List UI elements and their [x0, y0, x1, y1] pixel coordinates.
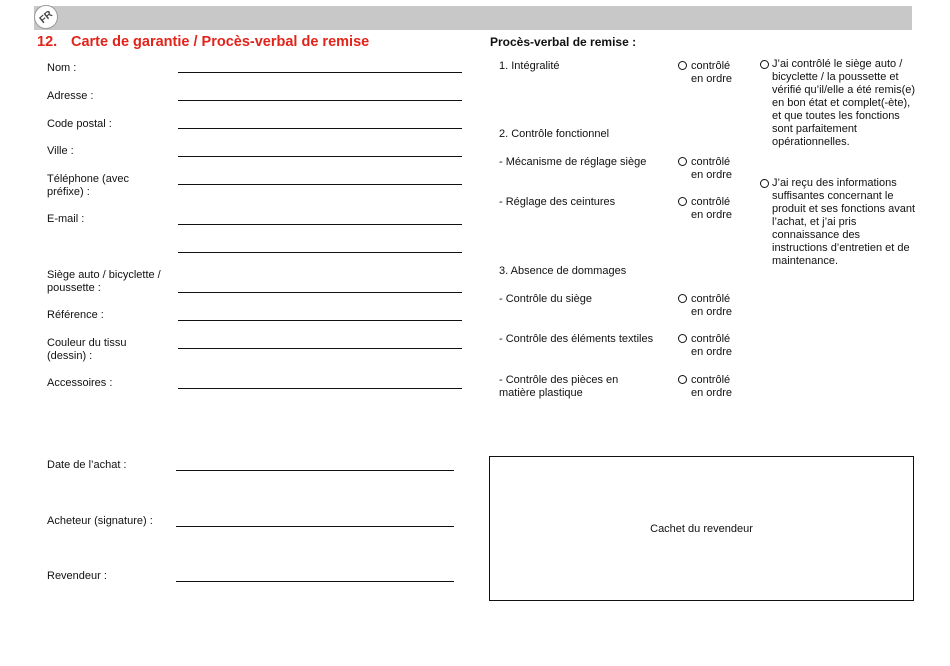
reference-field[interactable] [178, 320, 462, 321]
section-title [37, 34, 369, 50]
city-field[interactable] [178, 156, 462, 157]
circle-icon [678, 197, 687, 206]
protocol-item: - Contrôle du siège [499, 293, 592, 305]
phone-label: Téléphone (avec préfixe) : [47, 173, 129, 198]
checkbox-belt-adjustment[interactable]: contrôlé en ordre [678, 196, 741, 222]
protocol-item: - Contrôle des éléments textiles [499, 333, 654, 345]
address-field[interactable] [178, 100, 462, 101]
checkbox-completeness[interactable]: contrôlé en ordre [678, 60, 741, 86]
declaration-checked[interactable]: J’ai contrôlé le siège auto / bicyclette / la poussette et vérifié qu’il/elle a été remis(e) en bon état et complet(-ète), et que toutes les fonctions sont parfaitement opérationnelles. [760, 58, 918, 149]
product-label: Siège auto / bicyclette / poussette : [47, 269, 161, 294]
fabric-color-label: Couleur du tissu (dessin) : [47, 337, 127, 362]
accessories-label: Accessoires : [47, 377, 113, 389]
section-title-text: Carte de garantie / Procès-verbal de remise [71, 34, 370, 50]
checkbox-seat-check[interactable]: contrôlé en ordre [678, 293, 741, 319]
postal-code-label: Code postal : [47, 118, 112, 130]
declaration-informed[interactable]: J’ai reçu des informations suffisantes concernant le produit et ses fonctions avant l’achat, et j’ai pris connaissance des instructions d’entretien et de maintenance. [760, 177, 918, 268]
buyer-signature-field[interactable] [176, 526, 454, 527]
protocol-item: - Contrôle des pièces en matière plastique [499, 374, 619, 399]
checkbox-plastic-check[interactable]: contrôlé en ordre [678, 374, 741, 400]
language-badge: FR [29, 0, 63, 34]
dealer-label: Revendeur : [47, 570, 107, 582]
purchase-date-label: Date de l’achat : [47, 459, 127, 471]
circle-icon [678, 157, 687, 166]
circle-icon [678, 334, 687, 343]
extra-field[interactable] [178, 252, 462, 253]
protocol-title: Procès-verbal de remise : [490, 35, 637, 49]
circle-icon [678, 375, 687, 384]
dealer-field[interactable] [176, 581, 454, 582]
purchase-date-field[interactable] [176, 470, 454, 471]
buyer-signature-label: Acheteur (signature) : [47, 515, 153, 527]
circle-icon [760, 60, 769, 69]
name-label: Nom : [47, 62, 77, 74]
address-label: Adresse : [47, 90, 94, 102]
reference-label: Référence : [47, 309, 104, 321]
phone-field[interactable] [178, 184, 462, 185]
protocol-heading: 2. Contrôle fonctionnel [499, 128, 610, 140]
fabric-color-field[interactable] [178, 348, 462, 349]
postal-code-field[interactable] [178, 128, 462, 129]
email-label: E-mail : [47, 213, 85, 225]
protocol-heading: 3. Absence de dommages [499, 265, 627, 277]
product-field[interactable] [178, 292, 462, 293]
checkbox-textile-check[interactable]: contrôlé en ordre [678, 333, 741, 359]
circle-icon [678, 61, 687, 70]
dealer-stamp-box [489, 456, 914, 601]
circle-icon [678, 294, 687, 303]
protocol-item: - Réglage des ceintures [499, 196, 616, 208]
header-bar [34, 6, 912, 30]
protocol-item: - Mécanisme de réglage siège [499, 156, 647, 168]
stamp-label: Cachet du revendeur [650, 522, 753, 535]
checkbox-seat-adjustment[interactable]: contrôlé en ordre [678, 156, 741, 182]
email-field[interactable] [178, 224, 462, 225]
protocol-item: 1. Intégralité [499, 60, 560, 72]
section-number: 12. [37, 34, 58, 50]
circle-icon [760, 179, 769, 188]
city-label: Ville : [47, 145, 74, 157]
accessories-field[interactable] [178, 388, 462, 389]
name-field[interactable] [178, 72, 462, 73]
